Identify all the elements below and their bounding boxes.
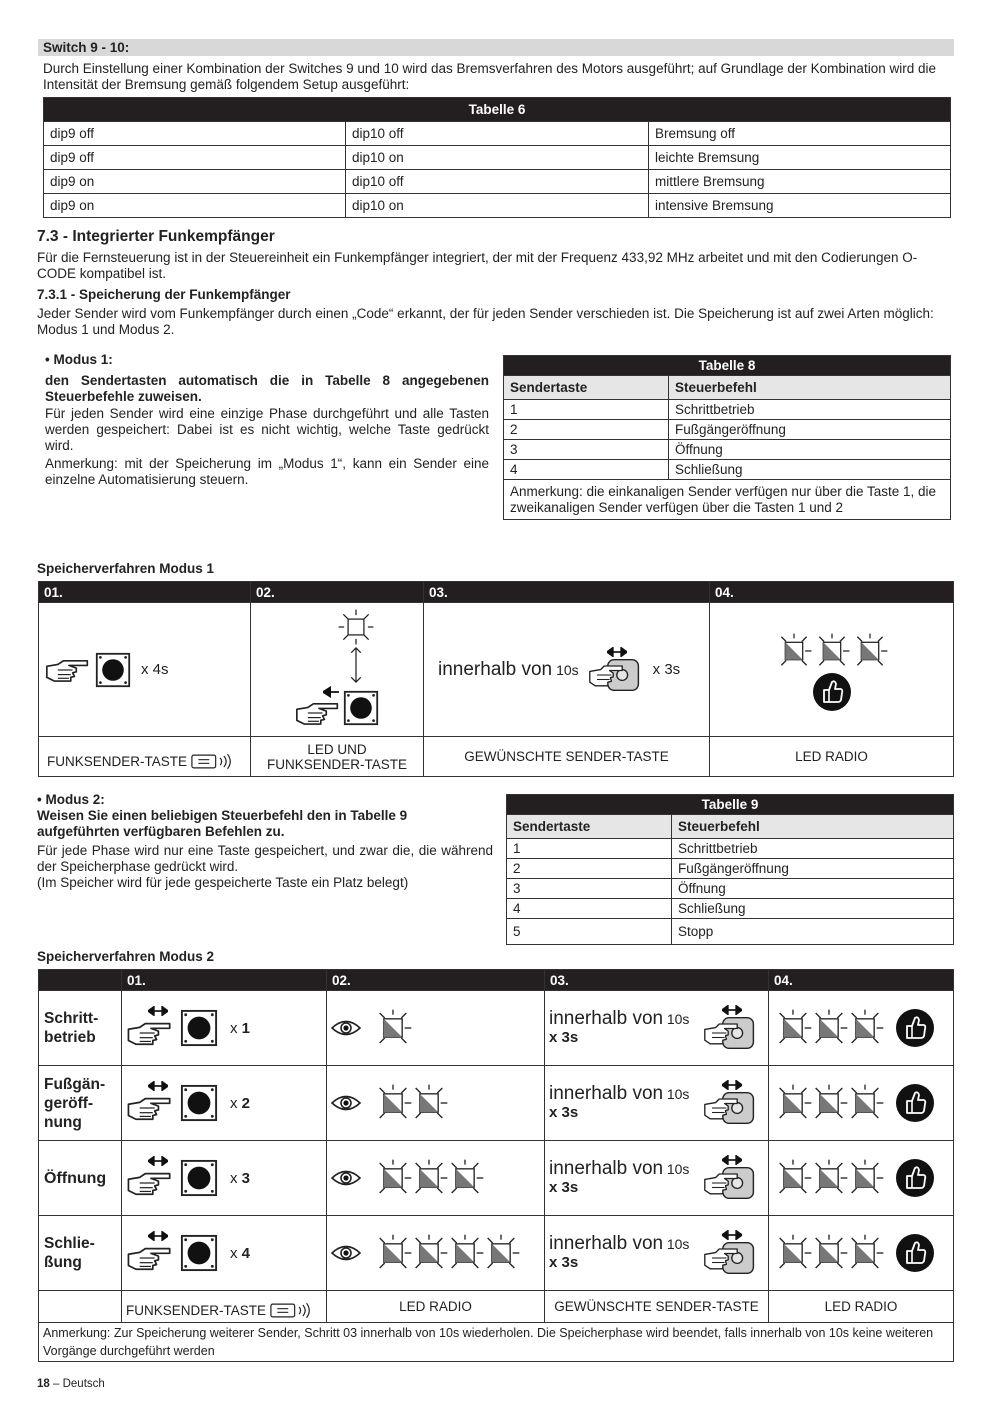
push-button-icon bbox=[95, 652, 131, 688]
procedure-2-grid: 01. 02. 03. 04. Schritt- betrieb x 1 innerhalb von 10s x 3s Fußgän- geröff- nung x 2 innerhalb von 10s x 3s Öffnung x 3 innerhalb von 10s x 3s Schlie- ßung x 4 innerhalb von 10s x 3s FUNKSENDER-TASTE LED RADIO GEWÜNSCHTE SENDER-TASTE LED RADIO Anmerkung: Zur Speicherung weiterer Sender, Schritt 03 innerhalb von 10s wiederholen. Die Speicherphase wird beendet, falls innerhalb von 10s keine weiteren Vorgänge durchgeführt werden bbox=[38, 969, 954, 1362]
table-row: 1 Schrittbetrieb bbox=[507, 839, 954, 859]
push-button-icon bbox=[180, 1009, 218, 1047]
procedure-1-step-1 bbox=[39, 603, 251, 737]
remote-button-hand-icon bbox=[702, 1165, 758, 1201]
led-blink-icon bbox=[773, 1083, 813, 1123]
led-blink-icon bbox=[773, 1008, 813, 1048]
led-blink-icon bbox=[775, 632, 813, 670]
thumbs-up-icon bbox=[895, 1233, 935, 1273]
procedure-1-title: Speicherverfahren Modus 1 bbox=[37, 561, 215, 576]
remote-button-hand-icon bbox=[702, 1090, 758, 1126]
command-label: Schlie- ßung bbox=[44, 1235, 95, 1271]
table-row: 3 Öffnung bbox=[507, 879, 954, 899]
led-blink-icon bbox=[809, 1233, 849, 1273]
led-blink-icon bbox=[809, 1158, 849, 1198]
table-row: 4 Schließung bbox=[504, 460, 951, 480]
led-blink-icon bbox=[809, 1008, 849, 1048]
press-count: x 1 bbox=[230, 1019, 251, 1037]
table-row: dip9 on dip10 off mittlere Bremsung bbox=[44, 170, 951, 194]
table-9-title: Tabelle 9 bbox=[507, 795, 954, 815]
modus-1-title: • Modus 1: bbox=[45, 352, 113, 367]
caption-led-and: LED UND bbox=[307, 741, 367, 757]
caption-desired-button: GEWÜNSCHTE SENDER-TASTE bbox=[545, 1291, 769, 1323]
double-arrow-icon bbox=[722, 1005, 742, 1015]
led-blink-icon bbox=[851, 632, 889, 670]
table-row: 5 Stopp bbox=[507, 919, 954, 945]
eye-icon bbox=[331, 1019, 361, 1037]
press-count: x 3s bbox=[652, 661, 681, 678]
push-button-icon bbox=[180, 1084, 218, 1122]
modus-2-subtitle: Weisen Sie einen beliebigen Steuerbefehl den in Tabelle 9 aufgeführten verfügbaren Befehlen zu. bbox=[37, 808, 408, 839]
led-blink-icon bbox=[445, 1233, 485, 1273]
switch-heading: Switch 9 - 10: bbox=[38, 39, 954, 56]
pointing-hand-icon bbox=[126, 1018, 174, 1048]
time-limit: 10s bbox=[556, 661, 579, 678]
remote-button-hand-icon bbox=[702, 1240, 758, 1276]
table-row: dip9 off dip10 on leichte Bremsung bbox=[44, 146, 951, 170]
modus-2-note: (Im Speicher wird für jede gespeicherte Taste ein Platz belegt) bbox=[37, 875, 409, 890]
pointing-hand-icon bbox=[126, 1093, 174, 1123]
led-blink-icon bbox=[373, 1083, 413, 1123]
procedure-1-step-4 bbox=[710, 603, 954, 737]
caption-radio-button: FUNKSENDER-TASTE bbox=[126, 1303, 267, 1318]
pointing-hand-icon bbox=[295, 698, 341, 728]
double-arrow-icon bbox=[722, 1230, 742, 1240]
table-row: dip9 on dip10 on intensive Bremsung bbox=[44, 194, 951, 218]
radio-transmitter-icon bbox=[191, 753, 233, 770]
procedure-2-row: Fußgän- geröff- nung x 2 innerhalb von 10s x 3s bbox=[39, 1066, 954, 1141]
led-blink-icon bbox=[373, 1008, 413, 1048]
double-arrow-icon bbox=[148, 1006, 168, 1016]
press-count: x 3 bbox=[230, 1169, 251, 1187]
procedure-2-row: Öffnung x 3 innerhalb von 10s x 3s bbox=[39, 1141, 954, 1216]
remote-button-hand-icon bbox=[702, 1015, 758, 1051]
led-blink-icon bbox=[809, 1083, 849, 1123]
double-arrow-icon bbox=[148, 1156, 168, 1166]
page-number: 18 bbox=[37, 1378, 50, 1390]
table-8: Tabelle 8 Sendertaste Steuerbefehl 1 Schrittbetrieb 2 Fußgängeröffnung 3 Öffnung 4 Schließung Anmerkung: die einkanaligen Sender verfügen nur über die Taste 1, die zweikanaligen Sender verfügen über die Tasten 1 und 2 bbox=[503, 355, 951, 520]
modus-2-title: • Modus 2: bbox=[37, 792, 105, 807]
led-blink-icon bbox=[373, 1158, 413, 1198]
table-row: 1 Schrittbetrieb bbox=[504, 400, 951, 420]
modus-1-note: Anmerkung: mit der Speicherung im „Modus 1“, kann ein Sender eine einzelne Automatisierung steuern. bbox=[45, 456, 489, 487]
thumbs-up-icon bbox=[895, 1008, 935, 1048]
procedure-1-step-3 bbox=[424, 603, 710, 737]
caption-led-radio: LED RADIO bbox=[327, 1291, 545, 1323]
table-8-note: Anmerkung: die einkanaligen Sender verfügen nur über die Taste 1, die zweikanaligen Sender verfügen über die Tasten 1 und 2 bbox=[504, 480, 951, 520]
remote-button-hand-icon bbox=[587, 657, 643, 693]
vertical-arrow-icon bbox=[350, 646, 362, 684]
double-arrow-icon bbox=[722, 1080, 742, 1090]
switch-text: Durch Einstellung einer Kombination der Switches 9 und 10 wird das Bremsverfahren des Motors ausgeführt; auf Grundlage der Kombination wird die Intensität der Bremsung gemäß folgendem Setup ausgeführt: bbox=[43, 61, 936, 92]
eye-icon bbox=[331, 1169, 361, 1187]
table-row: 2 Fußgängeröffnung bbox=[507, 859, 954, 879]
table-row: 4 Schließung bbox=[507, 899, 954, 919]
push-button-icon bbox=[180, 1159, 218, 1197]
led-blink-icon bbox=[773, 1158, 813, 1198]
eye-icon bbox=[331, 1094, 361, 1112]
press-count: x 2 bbox=[230, 1094, 251, 1112]
command-label: Fußgän- geröff- nung bbox=[44, 1075, 106, 1131]
caption-radio-button: FUNKSENDER-TASTE bbox=[47, 754, 188, 769]
thumbs-up-icon bbox=[895, 1158, 935, 1198]
double-arrow-icon bbox=[607, 647, 627, 657]
procedure-2-title: Speicherverfahren Modus 2 bbox=[37, 949, 215, 964]
led-blink-icon bbox=[845, 1008, 885, 1048]
led-blink-icon bbox=[845, 1083, 885, 1123]
led-blink-icon bbox=[373, 1233, 413, 1273]
led-blink-icon bbox=[481, 1233, 521, 1273]
modus-1-text: Für jeden Sender wird eine einzige Phase durchgeführt und alle Tasten werden gespeichert: Dabei ist es nicht wichtig, welche Taste gedrückt wird. bbox=[45, 406, 489, 453]
thumbs-up-icon bbox=[812, 672, 852, 712]
procedure-2-row: Schritt- betrieb x 1 innerhalb von 10s x 3s bbox=[39, 991, 954, 1066]
table-6-title: Tabelle 6 bbox=[44, 98, 951, 122]
page-footer: 18 – Deutsch bbox=[37, 1378, 105, 1390]
led-on-icon bbox=[337, 608, 375, 646]
caption-led-radio: LED RADIO bbox=[710, 737, 954, 777]
led-blink-icon bbox=[845, 1158, 885, 1198]
procedure-2-note: Anmerkung: Zur Speicherung weiterer Sender, Schritt 03 innerhalb von 10s wiederholen. Die Speicherphase wird beendet, falls innerhalb von 10s keine weiteren Vorgänge durchgeführt werden bbox=[39, 1323, 954, 1362]
left-arrow-icon bbox=[323, 686, 339, 698]
led-blink-icon bbox=[813, 632, 851, 670]
led-blink-icon bbox=[409, 1083, 449, 1123]
push-button-icon bbox=[180, 1234, 218, 1272]
section-7-3-1-title: 7.3.1 - Speicherung der Funkempfänger bbox=[37, 287, 291, 302]
table-row: dip9 off dip10 off Bremsung off bbox=[44, 122, 951, 146]
table-row: 3 Öffnung bbox=[504, 440, 951, 460]
thumbs-up-icon bbox=[895, 1083, 935, 1123]
led-blink-icon bbox=[845, 1233, 885, 1273]
press-duration: x 4s bbox=[141, 661, 169, 678]
table-6 bbox=[43, 97, 951, 218]
led-blink-icon bbox=[445, 1158, 485, 1198]
double-arrow-icon bbox=[722, 1155, 742, 1165]
within-text: innerhalb von bbox=[438, 658, 553, 680]
procedure-1-step-2 bbox=[251, 603, 424, 737]
section-7-3-text: Für die Fernsteuerung ist in der Steuereinheit ein Funkempfänger integriert, der mit der Frequenz 433,92 MHz arbeitet und mit den Codierungen O-CODE kompatibel ist. bbox=[37, 250, 918, 281]
caption-desired-button: GEWÜNSCHTE SENDER-TASTE bbox=[424, 737, 710, 777]
language-label: Deutsch bbox=[62, 1378, 105, 1390]
section-7-3-title: 7.3 - Integrierter Funkempfänger bbox=[37, 228, 275, 245]
procedure-1-grid: 01. 02. 03. 04. x 4s innerhalb von 10s x 3s FUNKSENDER-TASTE LED UND FUNKSENDER-TASTE GEWÜNSCHTE SENDER-TASTE LED RADIO bbox=[38, 581, 954, 777]
table-8-title: Tabelle 8 bbox=[504, 356, 951, 376]
command-label: Öffnung bbox=[44, 1169, 107, 1187]
pointing-hand-icon bbox=[126, 1243, 174, 1273]
radio-transmitter-icon bbox=[270, 1302, 312, 1319]
pointing-hand-icon bbox=[126, 1168, 174, 1198]
led-blink-icon bbox=[409, 1233, 449, 1273]
double-arrow-icon bbox=[148, 1231, 168, 1241]
led-blink-icon bbox=[773, 1233, 813, 1273]
push-button-icon bbox=[343, 690, 379, 726]
section-7-3-1-text: Jeder Sender wird vom Funkempfänger durch einen „Code“ erkannt, der für jeden Sender verschieden ist. Die Speicherung ist auf zwei Arten möglich: Modus 1 und Modus 2. bbox=[37, 306, 934, 337]
press-count: x 4 bbox=[230, 1244, 251, 1262]
table-9: Tabelle 9 Sendertaste Steuerbefehl 1 Schrittbetrieb 2 Fußgängeröffnung 3 Öffnung 4 Schließung 5 Stopp bbox=[506, 794, 954, 945]
led-blink-icon bbox=[409, 1158, 449, 1198]
modus-2-text: Für jede Phase wird nur eine Taste gespeichert, und zwar die, die während der Speicherphase gedrückt wird. bbox=[37, 843, 493, 874]
caption-led-radio: LED RADIO bbox=[769, 1291, 954, 1323]
pointing-hand-icon bbox=[45, 655, 91, 685]
modus-1-subtitle: den Sendertasten automatisch die in Tabelle 8 angegebenen Steuerbefehle zuweisen. bbox=[45, 373, 489, 404]
command-label: Schritt- betrieb bbox=[44, 1010, 99, 1046]
caption-radio-button: FUNKSENDER-TASTE bbox=[266, 756, 407, 772]
eye-icon bbox=[331, 1244, 361, 1262]
procedure-2-row: Schlie- ßung x 4 innerhalb von 10s x 3s bbox=[39, 1216, 954, 1291]
double-arrow-icon bbox=[148, 1081, 168, 1091]
table-row: 2 Fußgängeröffnung bbox=[504, 420, 951, 440]
